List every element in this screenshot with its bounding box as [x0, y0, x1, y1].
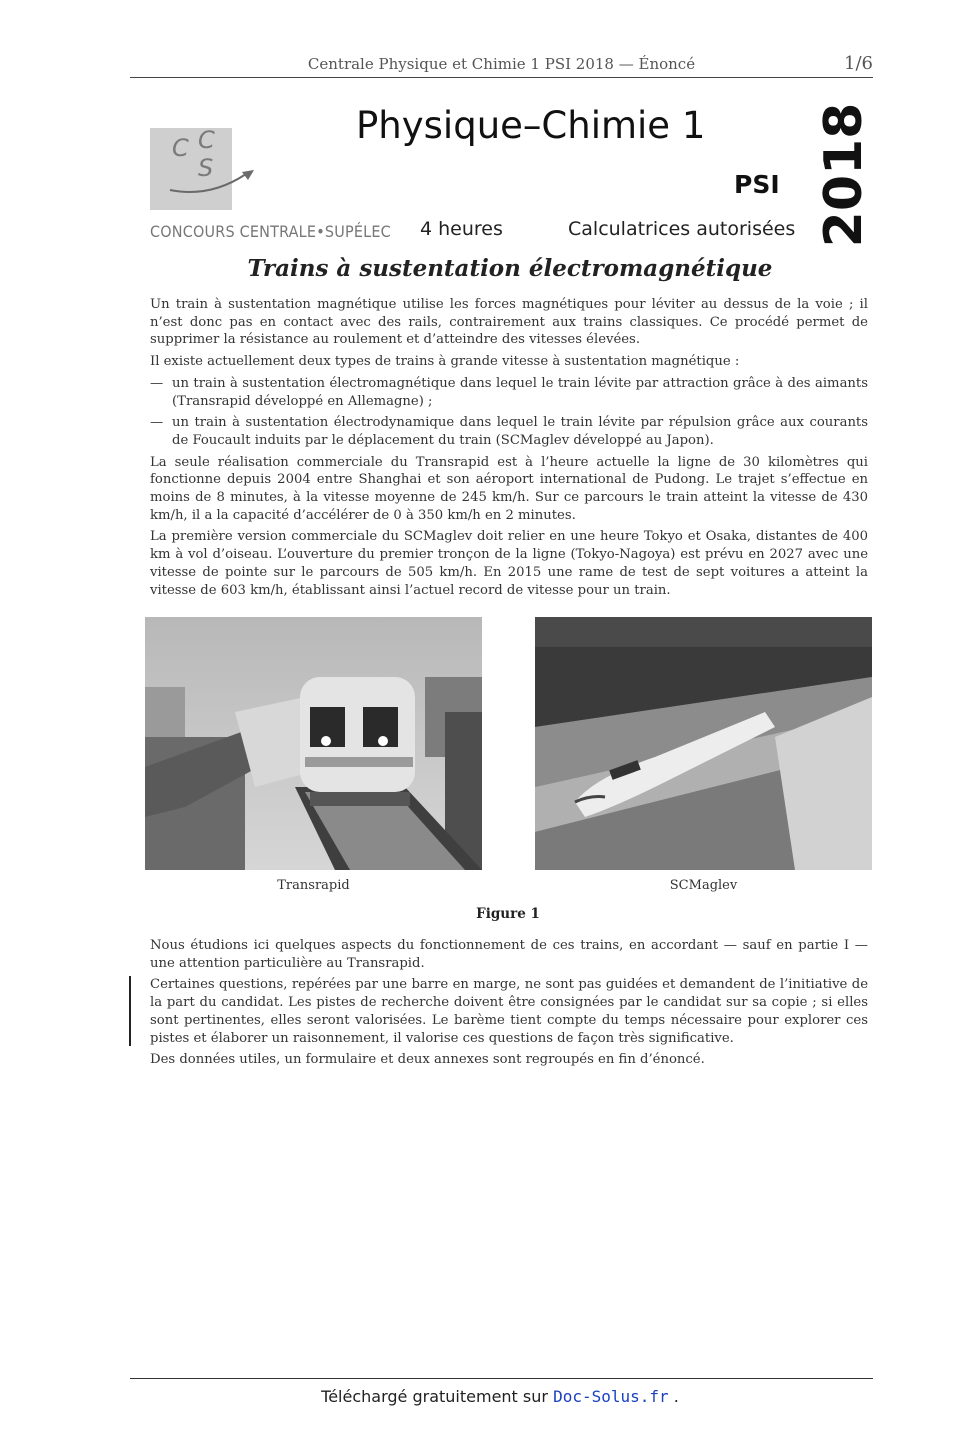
- intro-paragraph-3: La seule réalisation commerciale du Transrapid est à l’heure actuelle la ligne de 30 kilomètres qui fonctionne depuis 2004 entre Shanghai et son aéroport international de Pudong. Le trajet s’effectue en moins de 8 minutes, à la vitesse moyenne de 245 km/h. Sur ce parcours le train atteint la vitesse de 430 km/h, il a la capacité d’accélérer de 0 à 350 km/h en 2 minutes.: [150, 454, 868, 523]
- svg-text:C: C: [198, 126, 215, 154]
- footer-prefix: Téléchargé gratuitement sur: [321, 1387, 548, 1406]
- running-header: [130, 55, 873, 78]
- running-title: Centrale Physique et Chimie 1 PSI 2018 — Énoncé: [307, 55, 696, 73]
- margin-bar: [129, 976, 131, 1046]
- page-number: 1/6: [844, 53, 873, 74]
- intro-text: [150, 296, 868, 603]
- transrapid-photo: [145, 617, 482, 870]
- footer-rule: [130, 1378, 873, 1379]
- svg-text:C: C: [172, 134, 189, 162]
- intro-paragraph-2: Il existe actuellement deux types de trains à grande vitesse à sustentation magnétique :: [150, 354, 740, 370]
- footer-site-link[interactable]: Doc-Solus.fr: [553, 1387, 669, 1406]
- logo-caption: CONCOURS CENTRALE•SUPÉLEC: [150, 222, 391, 241]
- figure-caption-right: SCMaglev: [669, 878, 738, 893]
- exam-year-text: 2018: [814, 102, 874, 248]
- intro-paragraph-1: Un train à sustentation magnétique utilise les forces magnétiques pour léviter au dessus de la voie ; il n’est donc pas en contact avec des rails, contrairement aux trains classiques. Ce procédé permet de supprimer la résistance au roulement et d’atteindre des vitesses élevées.: [150, 297, 868, 348]
- logo-mark-icon: [150, 128, 260, 210]
- footer: [0, 1387, 980, 1406]
- exam-duration: 4 heures: [420, 218, 503, 240]
- list-item-text: un train à sustentation électrodynamique dans lequel le train lévite par répulsion grâce aux courants de Foucault induits par le déplacement du train (SCMaglev développé au Japon).: [172, 415, 868, 448]
- stream-label: PSI: [734, 170, 780, 199]
- ccs-logo: [150, 128, 232, 210]
- figure-label: Figure 1: [476, 906, 540, 922]
- outro-paragraph-3: Des données utiles, un formulaire et deux annexes sont regroupés en fin d’énoncé.: [150, 1052, 705, 1068]
- intro-paragraph-4: La première version commerciale du SCMaglev doit relier en une heure Tokyo et Osaka, distantes de 400 km à vol d’oiseau. L’ouverture du premier tronçon de la ligne (Tokyo-Nagoya) est prévu en 2027 avec une vitesse de pointe sur le parcours de 505 km/h. En 2015 une rame de test de sept voitures a atteint la vitesse de 603 km/h, établissant ainsi l’actuel record de vitesse pour un train.: [150, 529, 868, 598]
- outro-text: [150, 937, 868, 1073]
- outro-paragraph-2: Certaines questions, repérées par une barre en marge, ne sont pas guidées et demandent de l’initiative de la part du candidat. Les pistes de recherche doivent être consignées par le candidat sur sa copie ; si elles sont pertinentes, elles seront valorisées. Le barème tient compte du temps nécessaire pour explorer ces pistes et élaborer un raisonnement, il valorise ces questions de façon très significative.: [150, 977, 868, 1046]
- figure-caption-left: Transrapid: [277, 878, 350, 893]
- exam-year: [814, 102, 874, 248]
- svg-text:S: S: [198, 154, 214, 182]
- list-item: [150, 414, 868, 449]
- footer-suffix: .: [673, 1387, 679, 1406]
- list-item-text: un train à sustentation électromagnétique dans lequel le train lévite par attraction grâce à des aimants (Transrapid développé en Allemagne) ;: [172, 375, 868, 409]
- problem-title: Trains à sustentation électromagnétique: [247, 255, 773, 282]
- scmaglev-photo: [535, 617, 872, 870]
- list-dash: —: [150, 375, 164, 391]
- subject-title: Physique–Chimie 1: [356, 104, 706, 147]
- calculator-note: Calculatrices autorisées: [568, 218, 796, 240]
- outro-paragraph-1: Nous étudions ici quelques aspects du fonctionnement de ces trains, en accordant — sauf en partie I — une attention particulière au Transrapid.: [150, 938, 868, 971]
- list-dash: —: [150, 415, 164, 431]
- list-item: [150, 375, 868, 410]
